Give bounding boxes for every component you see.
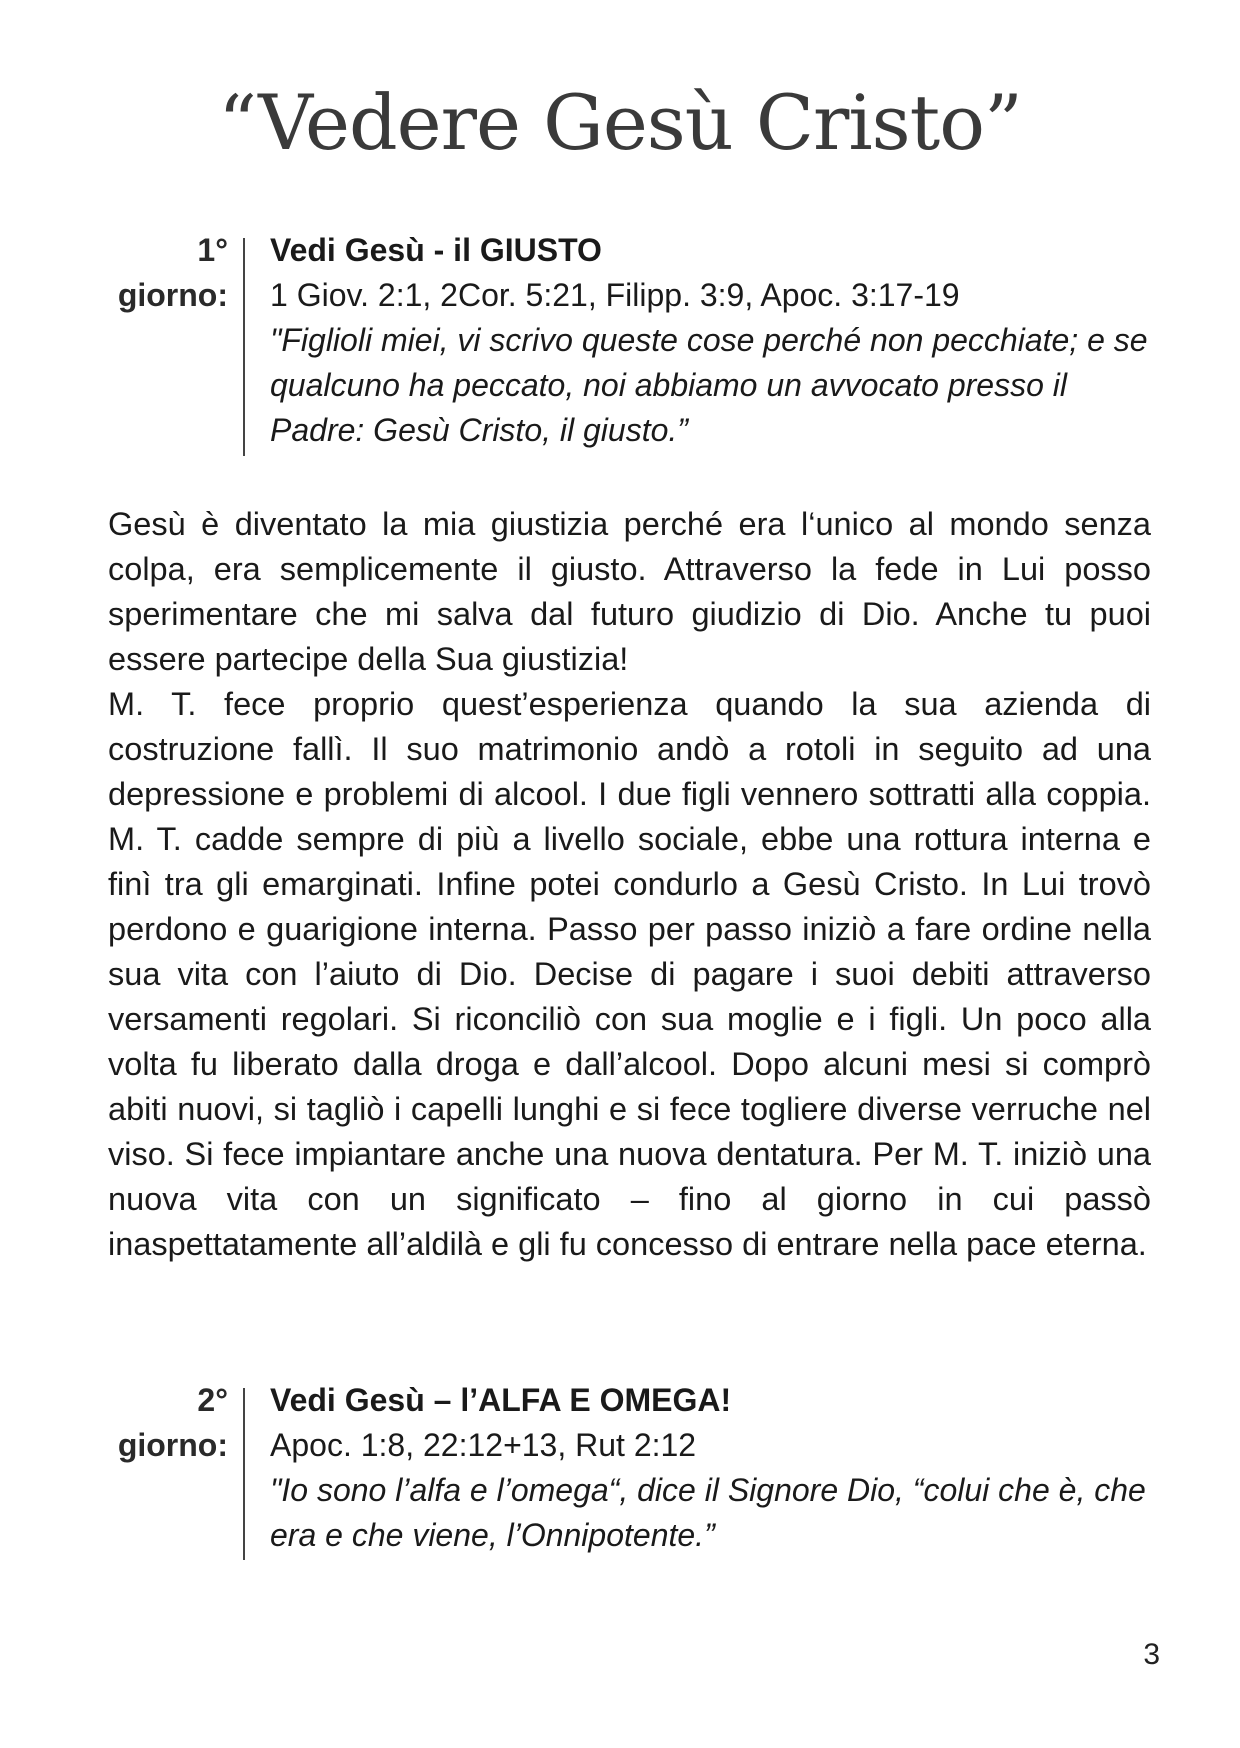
day-2-quote: "Io sono l’alfa e l’omega“, dice il Signore Dio, “colui che è, che era e che viene, l’Onnipotente.”	[270, 1472, 1146, 1553]
body-paragraph-2: M. T. fece proprio quest’esperienza quando la sua azienda di costruzione fallì. Il suo matrimonio andò a rotoli in seguito ad una depressione e problemi di alcool. I due figli vennero sottratti alla coppia. M. T. cadde sempre di più a livello sociale, ebbe una rottura interna e finì tra gli emarginati. Infine potei condurlo a Gesù Cristo. In Lui trovò perdono e guarigione interna. Passo per passo iniziò a fare ordine nella sua vita con l’aiuto di Dio. Decise di pagare i suoi debiti attraverso versamenti regolari. Si riconciliò con sua moglie e i figli. Un poco alla volta fu liberato dalla droga e dall’alcool. Dopo alcuni mesi si comprò abiti nuovi, si tagliò i capelli lunghi e si fece togliere diverse verruche nel viso. Si fece impiantare anche una nuova dentatura. Per M. T. iniziò una nuova vita con un significato – fino al giorno in cui passò inaspettatamente all’aldilà e gli fu concesso di entrare nella pace eterna.	[108, 686, 1151, 1262]
page-number: 3	[1143, 1638, 1160, 1671]
day-1-heading: Vedi Gesù - il GIUSTO	[270, 232, 602, 268]
day-2-content	[270, 1378, 1170, 1558]
day-2-section	[0, 1378, 1240, 1558]
day-2-label	[60, 1378, 228, 1468]
day-1-quote: "Figlioli miei, vi scrivo queste cose perché non pecchiate; e se qualcuno ha peccato, noi abbiamo un avvocato presso il Padre: Gesù Cristo, il giusto.”	[270, 322, 1148, 448]
day-2-number: 2°	[197, 1382, 228, 1418]
day-2-word: giorno:	[117, 1427, 228, 1463]
devotional-body	[108, 502, 1151, 1267]
day-1-section	[0, 228, 1240, 458]
day-1-number: 1°	[197, 232, 228, 268]
day-1-label	[60, 228, 228, 318]
day-2-divider	[243, 1388, 245, 1560]
day-1-content	[270, 228, 1170, 453]
day-2-heading: Vedi Gesù – l’ALFA E OMEGA!	[270, 1382, 732, 1418]
day-1-divider	[243, 238, 245, 456]
day-2-reference: Apoc. 1:8, 22:12+13, Rut 2:12	[270, 1427, 697, 1463]
page-title: “Vedere Gesù Cristo”	[218, 78, 1022, 167]
day-1-reference: 1 Giov. 2:1, 2Cor. 5:21, Filipp. 3:9, Apoc. 3:17-19	[270, 277, 960, 313]
body-paragraph-1: Gesù è diventato la mia giustizia perché era l‘unico al mondo senza colpa, era semplicemente il giusto. Attraverso la fede in Lui posso sperimentare che mi salva dal futuro giudizio di Dio. Anche tu puoi essere partecipe della Sua giustizia!	[108, 506, 1151, 677]
day-1-word: giorno:	[117, 277, 228, 313]
